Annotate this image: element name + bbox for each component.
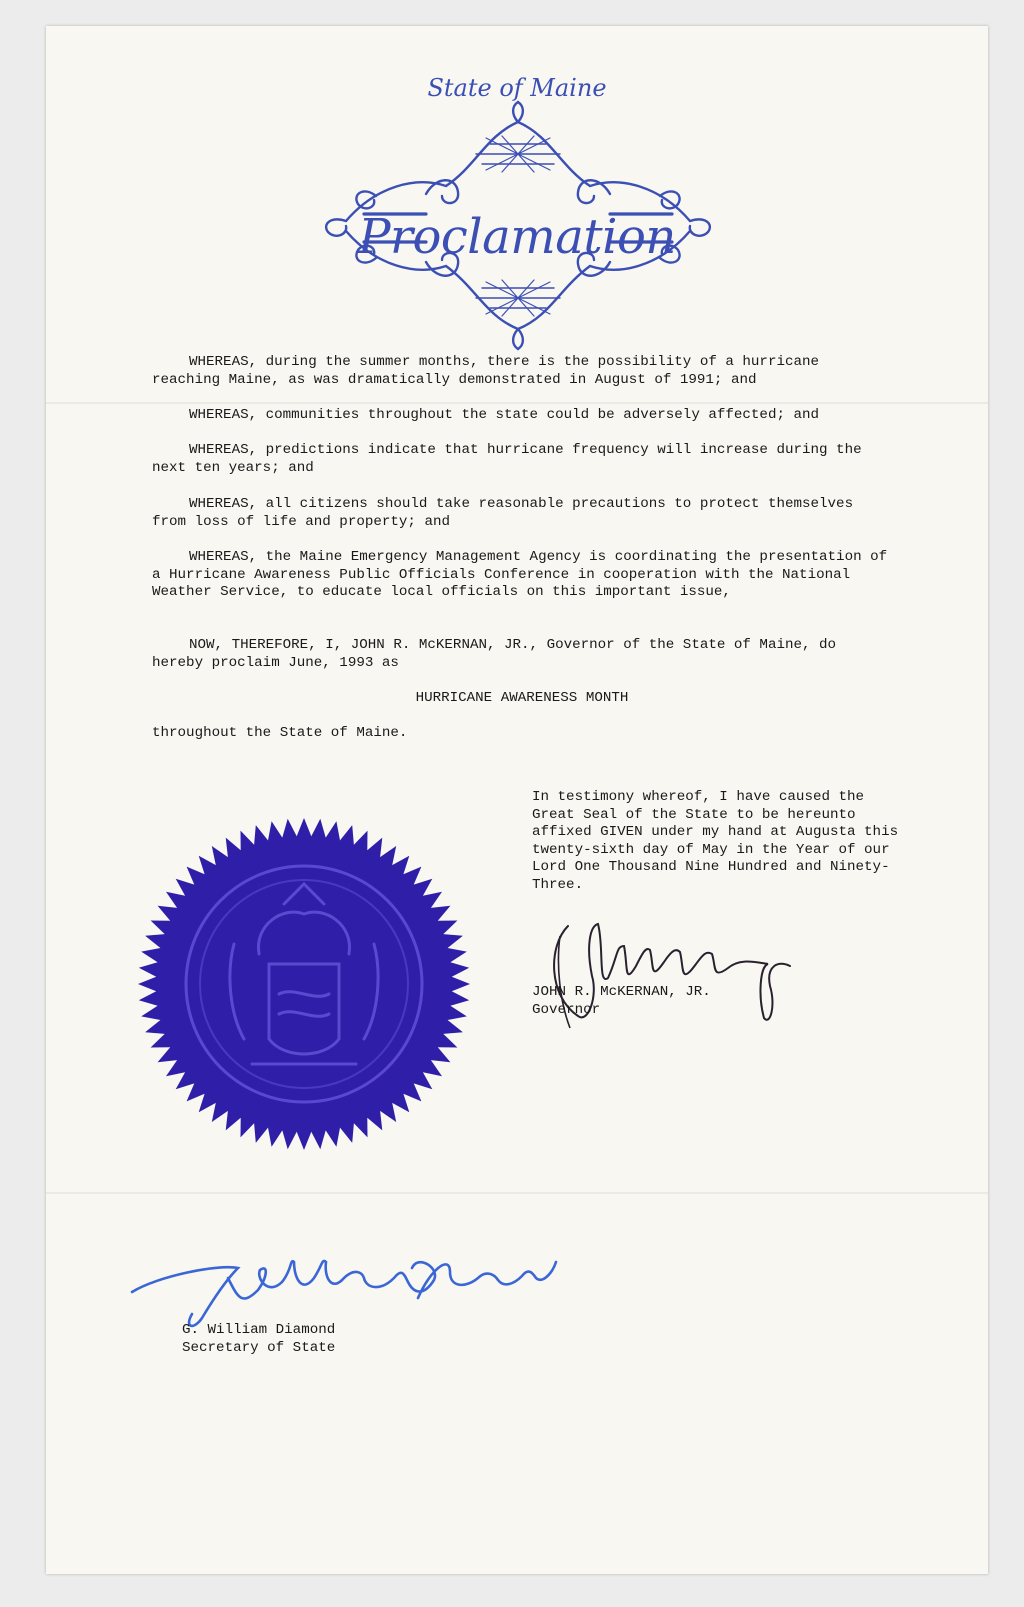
proclamation-document bbox=[46, 26, 988, 1574]
secretary-name: G. William Diamond bbox=[182, 1322, 336, 1338]
testimony-clause: In testimony whereof, I have caused the Great Seal of the State to be hereunto affixed GIVEN under my hand at Augusta this twenty-sixth day of May in the Year of our Lord One Thousand Nine Hundred and Ninety-Three. bbox=[532, 789, 899, 893]
proclaimed-title: HURRICANE AWARENESS MONTH bbox=[415, 690, 629, 706]
great-seal-of-maine bbox=[134, 814, 474, 1154]
state-title: State of Maine bbox=[427, 74, 607, 102]
closing-line: throughout the State of Maine. bbox=[152, 725, 408, 741]
whereas-paragraph: WHEREAS, communities throughout the state could be adversely affected; and bbox=[189, 407, 820, 423]
whereas-paragraph: WHEREAS, the Maine Emergency Management Agency is coordinating the presentation of a Hurricane Awareness Public Officials Conference in cooperation with the National Weather Service, to educate local officials on this important issue, bbox=[152, 549, 888, 600]
governor-signature bbox=[508, 906, 808, 1046]
secretary-title: Secretary of State bbox=[182, 1340, 336, 1356]
governor-name: JOHN R. McKERNAN, JR. bbox=[532, 984, 711, 1000]
fold-line bbox=[46, 402, 988, 404]
whereas-paragraph: WHEREAS, predictions indicate that hurricane frequency will increase during the next ten years; and bbox=[152, 442, 862, 476]
secretary-signature bbox=[118, 1218, 578, 1338]
governor-title: Governor bbox=[532, 1002, 601, 1018]
whereas-paragraph: WHEREAS, all citizens should take reasonable precautions to protect themselves from loss of life and property; and bbox=[152, 496, 854, 530]
fold-line bbox=[46, 1192, 988, 1194]
proclamation-paragraph: NOW, THEREFORE, I, JOHN R. McKERNAN, JR., Governor of the State of Maine, do hereby proclaim June, 1993 as bbox=[152, 637, 837, 671]
proclamation-heading: Proclamation bbox=[358, 209, 676, 265]
whereas-paragraph: WHEREAS, during the summer months, there is the possibility of a hurricane reaching Maine, as was dramatically demonstrated in August of 1991; and bbox=[152, 354, 820, 388]
